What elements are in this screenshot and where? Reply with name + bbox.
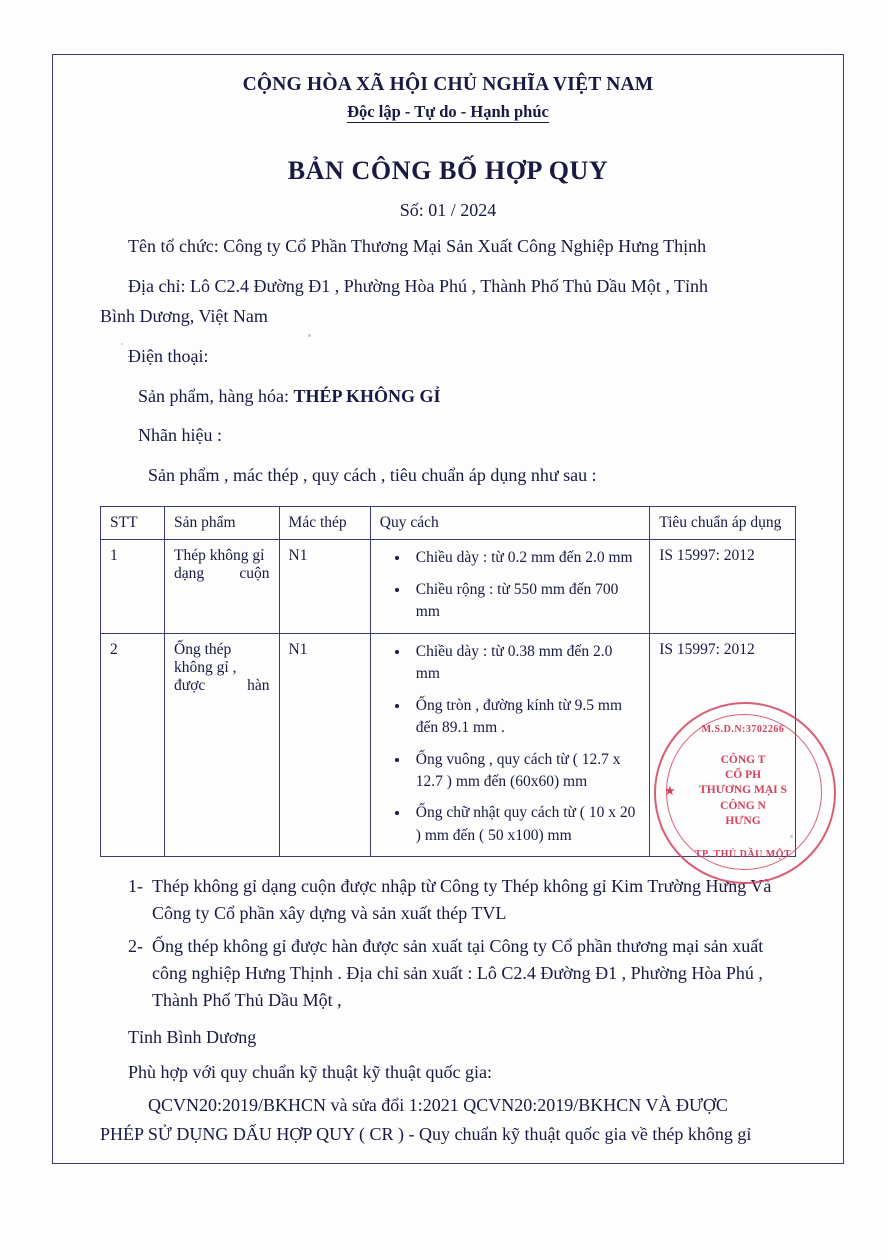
scan-speck: [308, 334, 311, 337]
table-row: [101, 540, 796, 633]
republic-heading: CỘNG HÒA XÃ HỘI CHỦ NGHĨA VIỆT NAM: [242, 74, 654, 95]
cell-spec: [370, 633, 649, 857]
stamp-line-3: THƯƠNG MẠI S: [699, 784, 787, 797]
org-address-value: Lô C2.4 Đường Đ1 , Phường Hòa Phú , Thành Phố Thủ Dầu Một , Tỉnh: [189, 275, 709, 296]
spec-item: • Ống tròn , đường kính từ 9.5 mm đến 89.1 mm .: [410, 695, 640, 740]
cell-spec: [370, 540, 649, 633]
org-name-label: Tên tổ chức:: [128, 236, 219, 256]
cell-stt: 2: [101, 633, 165, 857]
conformance-line-1: QCVN20:2019/BKHCN và sửa đổi 1:2021 QCVN20:2019/BKHCN VÀ ĐƯỢC: [148, 1095, 728, 1116]
scan-speck: [660, 828, 662, 830]
stamp-line-1: CÔNG T: [720, 754, 766, 767]
org-phone-label: Điện thoại:: [128, 345, 209, 366]
th-standard: Tiêu chuẩn áp dụng: [650, 507, 796, 540]
spec-list: [380, 547, 640, 623]
province-line: Tỉnh Bình Dương: [128, 1027, 257, 1048]
spec-item: • Ống vuông , quy cách từ ( 12.7 x 12.7 ) mm đến (60x60) mm: [410, 749, 640, 794]
spec-list: [380, 641, 640, 848]
stamp-line-4: CÔNG N: [720, 799, 766, 812]
stamp-line-5: HƯNG: [725, 814, 761, 827]
conformance-line-2: PHÉP SỬ DỤNG DẤU HỢP QUY ( CR ) - Quy chuẩn kỹ thuật quốc gia về thép không gỉ: [100, 1124, 752, 1145]
stamp-star-icon: ★: [664, 783, 676, 798]
scan-speck: [121, 343, 123, 345]
scan-speck: [790, 835, 793, 838]
stamp-arc-bottom: TP. THỦ DẦU MỘT: [694, 849, 792, 860]
spec-item: • Chiều dày : từ 0.2 mm đến 2.0 mm: [410, 547, 640, 569]
notes-section: [100, 873, 796, 1014]
product-value: THÉP KHÔNG GỈ: [293, 385, 441, 406]
cell-stt: 1: [101, 540, 165, 633]
cell-grade: N1: [279, 633, 370, 857]
product-label: Sản phẩm, hàng hóa:: [138, 385, 289, 406]
org-address-label: Địa chỉ:: [128, 275, 186, 296]
document-number: Số: 01 / 2024: [399, 200, 497, 220]
motto-text: Độc lập - Tự do - Hạnh phúc: [347, 102, 549, 121]
brand-label: Nhãn hiệu :: [138, 425, 222, 446]
note-number: 1-: [128, 876, 143, 897]
org-name-value: Công ty Cổ Phần Thương Mại Sản Xuất Công Nghiệp Hưng Thịnh: [223, 236, 707, 256]
cell-standard: IS 15997: 2012: [650, 540, 796, 633]
stamp-line-2: CỔ PH: [724, 769, 762, 782]
cell-product: Ống thép không gỉ , được hàn: [165, 633, 279, 857]
product-line: [100, 383, 796, 411]
page-title: BẢN CÔNG BỐ HỢP QUY: [287, 156, 609, 185]
note-text: Ống thép không gỉ được hàn được sản xuất tại Công ty Cổ phần thương mại sản xuất công nghiệp Hưng Thịnh . Địa chỉ sản xuất : Lô C2.4 Đường Đ1 , Phường Hòa Phú , Thành Phố Thủ Dầu Một ,: [152, 936, 764, 1011]
stamp-arc-top: M.S.D.N:3702266: [701, 724, 785, 735]
table-header-row: [101, 507, 796, 540]
note-text: Thép không gỉ dạng cuộn được nhập từ Công ty Thép không gỉ Kim Trường Hưng Và Công ty Cổ phần xây dựng và sản xuất thép TVL: [152, 876, 772, 924]
spec-item: • Ống chữ nhật quy cách từ ( 10 x 20 ) mm đến ( 50 x100) mm: [410, 802, 640, 847]
th-stt: STT: [101, 507, 165, 540]
th-grade: Mác thép: [279, 507, 370, 540]
th-product: Sản phẩm: [165, 507, 279, 540]
th-spec: Quy cách: [370, 507, 649, 540]
spec-item: • Chiều dày : từ 0.38 mm đến 2.0 mm: [410, 641, 640, 686]
intro-line: Sản phẩm , mác thép , quy cách , tiêu chuẩn áp dụng như sau :: [148, 465, 597, 486]
document-content: [72, 66, 824, 1148]
note-item: [100, 933, 796, 1014]
motto-heading: [100, 102, 796, 122]
brand-line: [100, 422, 796, 450]
note-number: 2-: [128, 936, 143, 957]
spec-item: • Chiều rộng : từ 550 mm đến 700 mm: [410, 579, 640, 624]
specification-table: [100, 506, 796, 857]
conformance-label: Phù hợp với quy chuẩn kỹ thuật kỹ thuật quốc gia:: [128, 1062, 492, 1083]
org-phone-line: [100, 343, 796, 371]
cell-product: Thép không gỉ dạng cuộn: [165, 540, 279, 633]
org-address-line-2: [100, 303, 796, 331]
org-name-line: [100, 233, 796, 261]
cell-grade: N1: [279, 540, 370, 633]
table-row: [101, 633, 796, 857]
tail-section: [100, 1024, 796, 1148]
note-item: [100, 873, 796, 927]
org-address-line: [100, 273, 796, 301]
cell-standard: IS 15997: 2012: [650, 633, 796, 857]
org-address-value-2: Bình Dương, Việt Nam: [100, 305, 268, 326]
